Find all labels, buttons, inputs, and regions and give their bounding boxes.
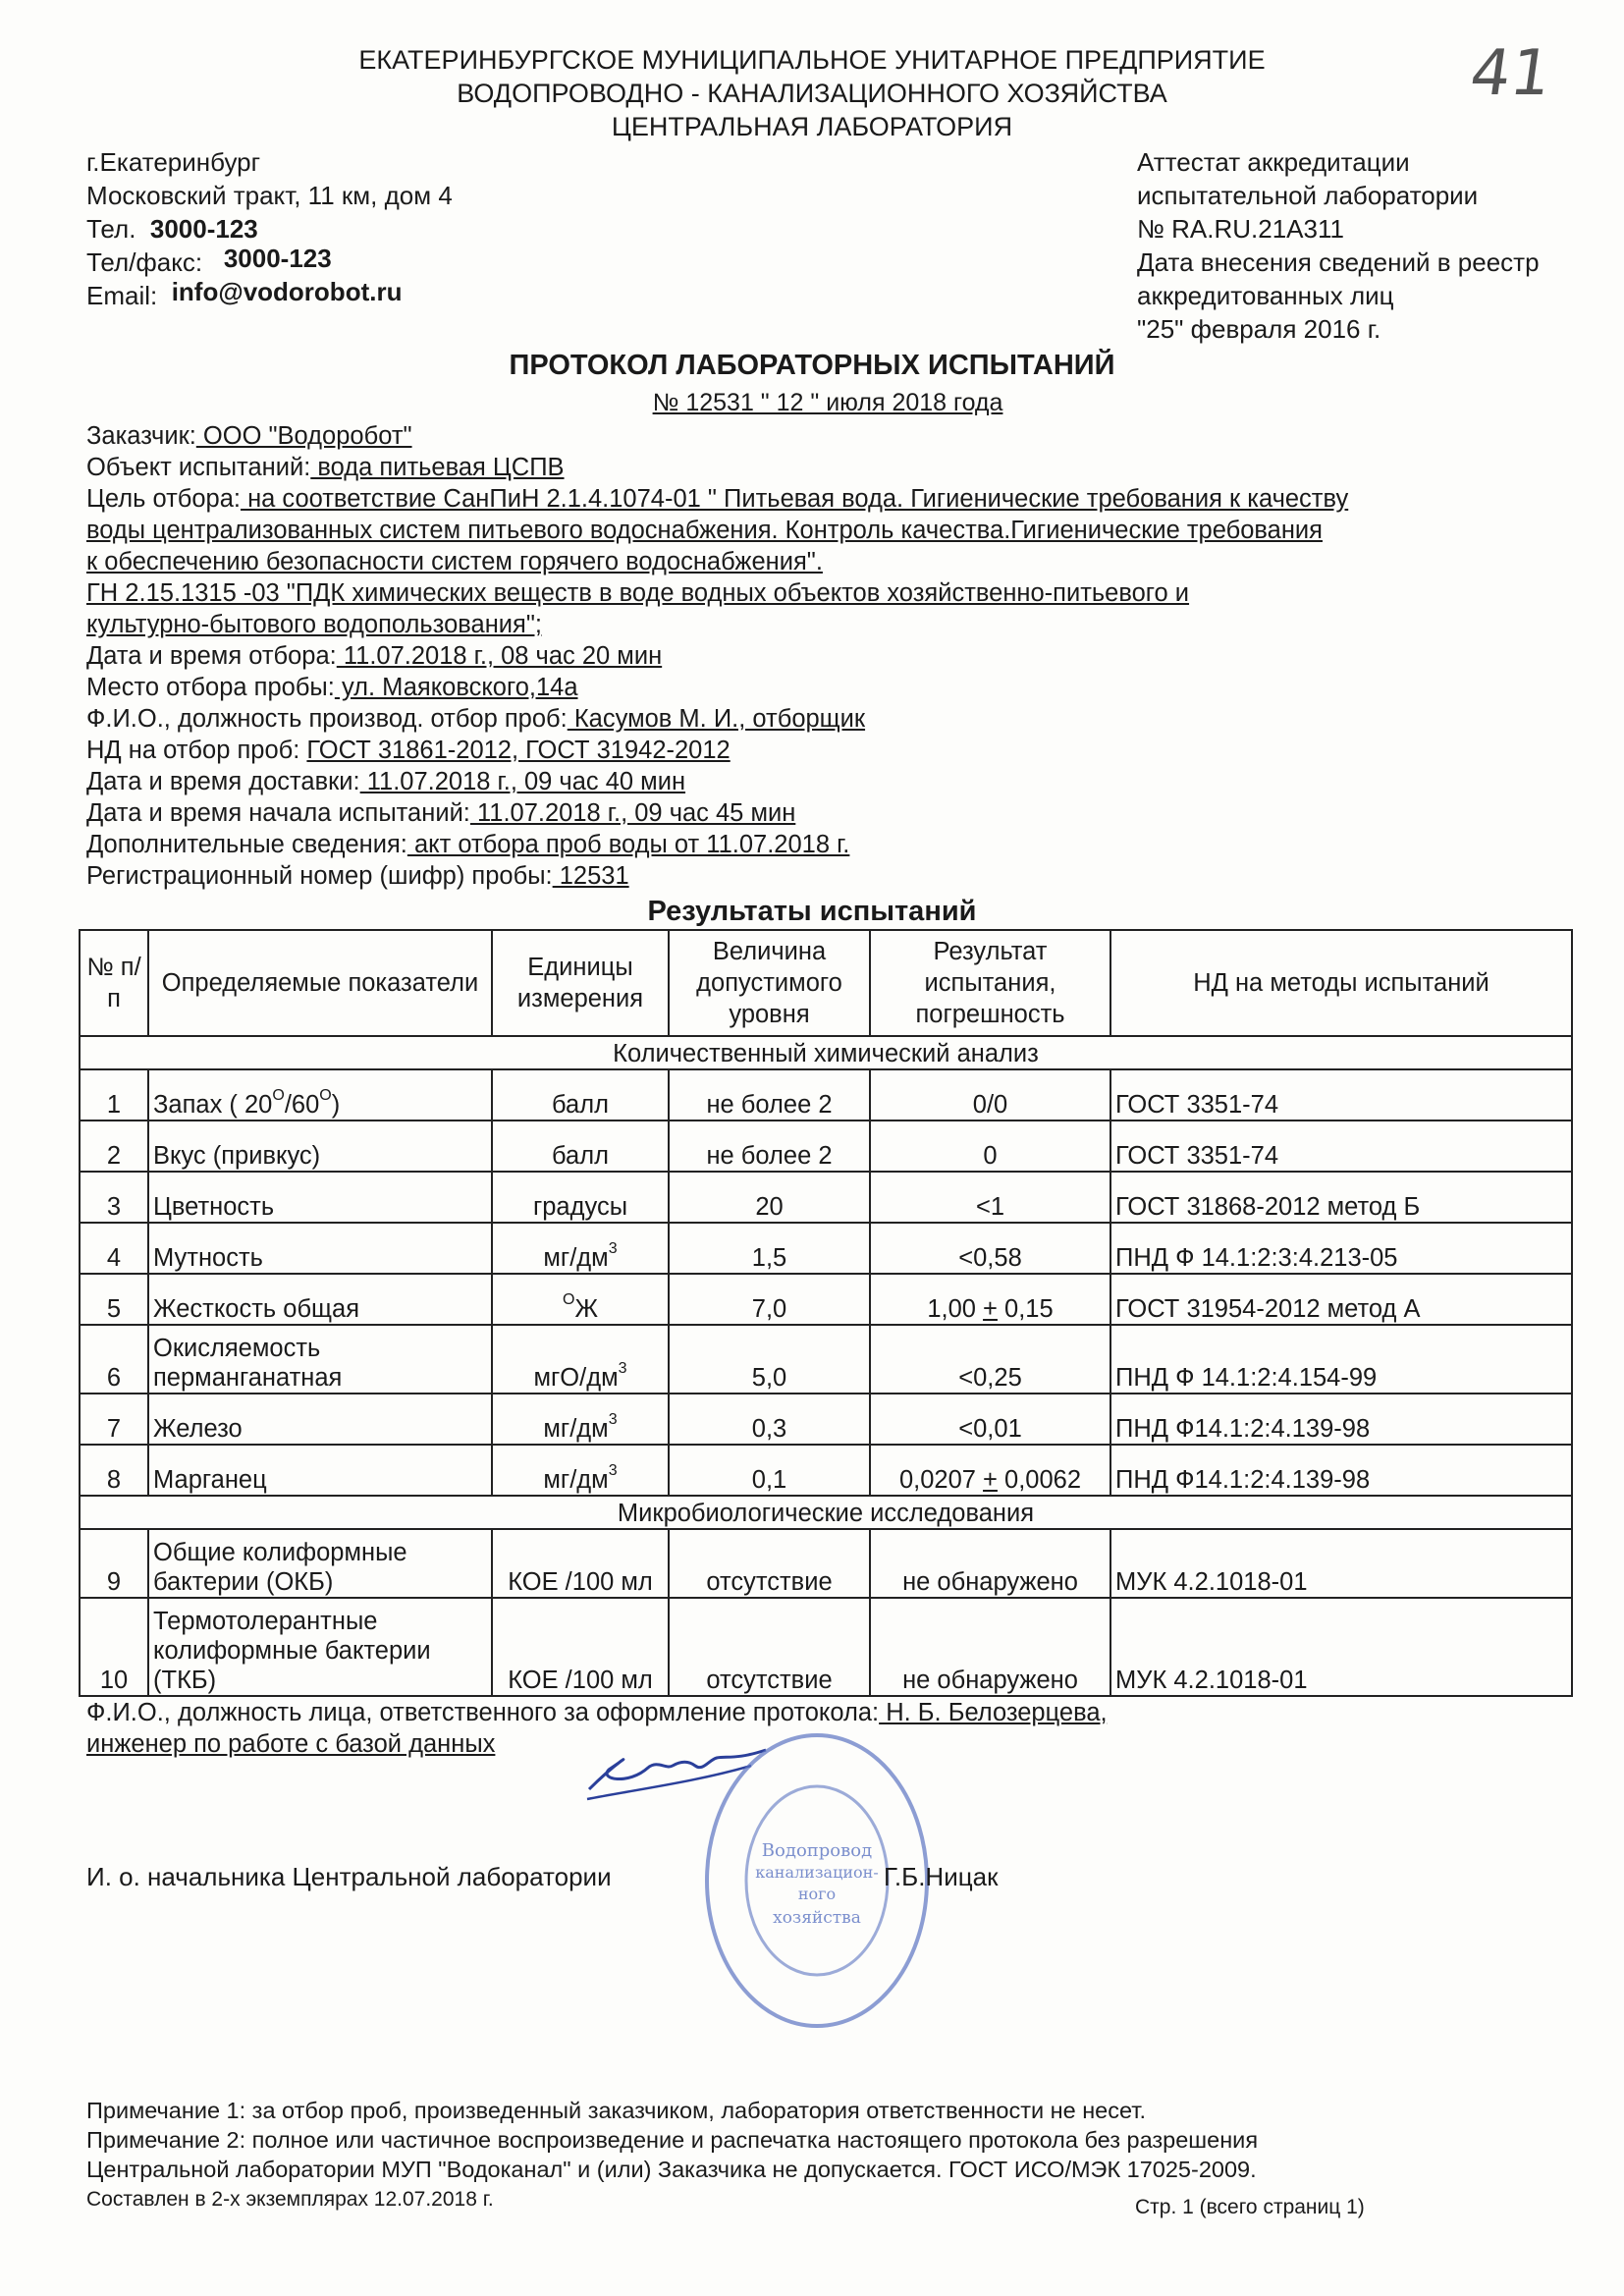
sampling-datetime-value: 11.07.2018 г., 08 час 20 мин [336,642,663,670]
purpose-label: Цель отбора: [86,485,241,513]
accreditation-line: Аттестат аккредитации [1137,147,1410,177]
row-result: <0,58 [870,1223,1110,1274]
row-num: 6 [80,1325,148,1394]
reg-number-value: 12531 [552,862,629,890]
purpose-text: воды централизованных систем питьевого водоснабжения. Контроль качества.Гигиенические требования [86,517,1323,544]
table-row [80,1274,1572,1325]
row-result: не обнаружено [870,1529,1110,1598]
degree-sup: О [563,1291,575,1308]
degree-sup: О [272,1087,285,1104]
accreditation-line: испытательной лаборатории [1137,181,1479,210]
row-limit: отсутствие [669,1529,870,1598]
row-unit [492,1445,669,1496]
row-num: 5 [80,1274,148,1325]
row-limit: 20 [669,1172,870,1223]
table-row [80,1223,1572,1274]
unit-text: мг/дм [543,1244,609,1272]
row-unit: балл [492,1069,669,1121]
accreditation-number: № RA.RU.21A311 [1137,214,1344,244]
table-row [80,1325,1572,1394]
param-text: Термотолерантные [153,1608,378,1635]
row-result: <0,25 [870,1325,1110,1394]
protocol-number-text: № 12531 " 12 " июля 2018 года [652,389,1003,416]
row-param [148,1598,492,1696]
row-method: ГОСТ 3351-74 [1110,1069,1572,1121]
test-start-label: Дата и время начала испытаний: [86,799,470,827]
handwritten-page-mark: 41 [1465,37,1556,110]
page-counter: Стр. 1 (всего страниц 1) [1135,2196,1365,2218]
address-city: г.Екатеринбург [86,147,261,177]
tel-label: Тел. [86,214,136,244]
param-text: /60 [284,1091,320,1119]
row-param [148,1529,492,1598]
row-num: 10 [80,1598,148,1696]
tel-value: 3000-123 [149,214,258,244]
row-param: Вкус (привкус) [148,1121,492,1172]
header-param: Определяемые показатели [148,930,492,1036]
degree-sup: О [319,1087,332,1104]
section-row [80,1496,1572,1529]
row-param: Жесткость общая [148,1274,492,1325]
note-2: Примечание 2: полное или частичное воспроизведение и распечатка настоящего протокола без разрешения [86,2127,1259,2153]
address-street: Московский тракт, 11 км, дом 4 [86,181,453,210]
sample-info [86,420,1579,892]
customer-row [86,420,1579,452]
unit-text: мгО/дм [533,1364,619,1392]
table-row [80,1121,1572,1172]
section-micro: Микробиологические исследования [80,1496,1572,1529]
param-text: бактерии (ОКБ) [153,1568,334,1596]
unit-text: Ж [574,1295,598,1323]
chief-label: И. о. начальника Центральной лаборатории [86,1862,612,1891]
address-email [86,279,453,312]
param-text: перманганатная [153,1364,343,1392]
table-row [80,1069,1572,1121]
header-result: Результат испытания, погрешность [870,930,1110,1036]
header-num: № п/п [80,930,148,1036]
stamp-text: ного [797,1885,837,1903]
address-fax [86,246,453,279]
test-start-value: 11.07.2018 г., 09 час 45 мин [469,799,796,827]
extra-info-label: Дополнительные сведения: [86,831,407,858]
unit-sup: 3 [608,1462,618,1479]
section-row [80,1036,1572,1069]
header-method: НД на методы испытаний [1110,930,1572,1036]
plus-minus-sign: + [983,1295,998,1323]
row-num: 9 [80,1529,148,1598]
note-1: Примечание 1: за отбор проб, произведенный заказчиком, лаборатория ответственности не несет. [86,2098,1146,2123]
row-method: МУК 4.2.1018-01 [1110,1598,1572,1696]
row-limit: не более 2 [669,1069,870,1121]
accreditation-block [1137,145,1540,346]
row-method: ГОСТ 31954-2012 метод А [1110,1274,1572,1325]
sampler-label: Ф.И.О., должность производ. отбор проб: [86,705,568,733]
accreditation-line: Дата внесения сведений в реестр [1137,247,1540,277]
table-row [80,1529,1572,1598]
row-result: <0,01 [870,1394,1110,1445]
unit-sup: 3 [608,1411,618,1428]
customer-value: ООО "Водоробот" [195,422,412,450]
org-line-3: ЦЕНТРАЛЬНАЯ ЛАБОРАТОРИЯ [611,112,1013,141]
row-param [148,1069,492,1121]
row-unit: балл [492,1121,669,1172]
purpose-text: на соответствие СанПиН 2.1.4.1074-01 " Питьевая вода. Гигиенические требования к качеству [240,485,1349,513]
plus-minus-sign: + [983,1466,998,1494]
accreditation-line: аккредитованных лиц [1137,281,1394,310]
unit-sup: 3 [618,1360,627,1377]
row-unit: КОЕ /100 мл [492,1529,669,1598]
address-block [86,145,453,312]
table-row [80,1445,1572,1496]
row-limit: 1,5 [669,1223,870,1274]
object-value: вода питьевая ЦСПВ [310,454,565,481]
copies-note: Составлен в 2-х экземплярах 12.07.2018 г. [86,2188,494,2211]
row-limit: отсутствие [669,1598,870,1696]
row-limit: 0,3 [669,1394,870,1445]
row-result [870,1274,1110,1325]
row-unit: градусы [492,1172,669,1223]
reg-number-row [86,860,1579,892]
param-text: (ТКБ) [153,1667,217,1694]
note-2-continued: Центральной лаборатории МУП "Водоканал" и (или) Заказчика не допускается. ГОСТ ИСО/МЭК 17025-2009. [86,2157,1257,2182]
unit-text: мг/дм [543,1466,609,1494]
responsible-name: Н. Б. Белозерцева, [879,1699,1108,1726]
sampling-datetime-label: Дата и время отбора: [86,642,337,670]
row-method: МУК 4.2.1018-01 [1110,1529,1572,1598]
unit-text: мг/дм [543,1415,609,1443]
object-label: Объект испытаний: [86,454,311,481]
responsible-label: Ф.И.О., должность лица, ответственного за оформление протокола: [86,1699,880,1726]
table-row [80,1598,1572,1696]
fax-label: Тел/факс: [86,247,203,277]
org-line-1: ЕКАТЕРИНБУРГСКОЕ МУНИЦИПАЛЬНОЕ УНИТАРНОЕ ПРЕДПРИЯТИЕ [358,45,1266,75]
row-unit [492,1223,669,1274]
fax-value: 3000-123 [223,244,332,273]
table-row [80,1172,1572,1223]
row-param: Марганец [148,1445,492,1496]
row-param: Цветность [148,1172,492,1223]
extra-info-row [86,829,1579,860]
row-method: ПНД Ф14.1:2:4.139-98 [1110,1445,1572,1496]
stamp-text: хозяйства [773,1908,861,1928]
reg-number-label: Регистрационный номер (шифр) пробы: [86,862,553,890]
param-text: Общие колиформные [153,1539,407,1566]
results-title: Результаты испытаний [647,896,977,927]
row-num: 8 [80,1445,148,1496]
row-method: ПНД Ф 14.1:2:3:4.213-05 [1110,1223,1572,1274]
unit-sup: 3 [608,1240,618,1257]
purpose-row [86,483,1579,515]
row-unit [492,1274,669,1325]
row-unit [492,1325,669,1394]
extra-info-value: акт отбора проб воды от 11.07.2018 г. [406,831,850,858]
customer-label: Заказчик: [86,422,196,450]
purpose-text: к обеспечению безопасности систем горячего водоснабжения". [86,548,823,575]
row-method: ПНД Ф14.1:2:4.139-98 [1110,1394,1572,1445]
address-tel [86,212,453,246]
protocol-title: ПРОТОКОЛ ЛАБОРАТОРНЫХ ИСПЫТАНИЙ [509,350,1115,381]
row-unit: КОЕ /100 мл [492,1598,669,1696]
accreditation-date: "25" февраля 2016 г. [1137,314,1381,344]
row-num: 4 [80,1223,148,1274]
delivery-value: 11.07.2018 г., 09 час 40 мин [359,768,686,795]
row-limit: 7,0 [669,1274,870,1325]
result-value: 0,0207 [898,1466,984,1494]
nd-label: НД на отбор проб: [86,737,307,764]
row-num: 7 [80,1394,148,1445]
sampler-value: Касумов М. И., отборщик [567,705,866,733]
delivery-row [86,766,1579,797]
purpose-text: ГН 2.15.1315 -03 "ПДК химических веществ в воде водных объектов хозяйственно-питьевого и [86,579,1190,607]
section-chem: Количественный химический анализ [80,1036,1572,1069]
row-limit: не более 2 [669,1121,870,1172]
protocol-number [0,389,1624,417]
email-value: info@vodorobot.ru [171,277,403,306]
param-text: Окисляемость [153,1335,321,1362]
row-param: Мутность [148,1223,492,1274]
notes-block [86,2096,1258,2184]
param-text: Запах ( 20 [153,1091,273,1119]
row-limit: 5,0 [669,1325,870,1394]
param-text: колиформные бактерии [153,1637,431,1665]
chief-name: Г.Б.Ницак [884,1862,999,1891]
org-line-2: ВОДОПРОВОДНО - КАНАЛИЗАЦИОННОГО ХОЗЯЙСТВА [457,79,1167,108]
row-method: ПНД Ф 14.1:2:4.154-99 [1110,1325,1572,1394]
row-result: <1 [870,1172,1110,1223]
sampling-datetime-row [86,640,1579,672]
result-error: 0,15 [997,1295,1054,1323]
responsible-position: инженер по работе с базой данных [86,1730,496,1758]
row-limit: 0,1 [669,1445,870,1496]
row-method: ГОСТ 31868-2012 метод Б [1110,1172,1572,1223]
sampler-row [86,703,1579,735]
row-param: Железо [148,1394,492,1445]
result-error: 0,0062 [997,1466,1082,1494]
row-result [870,1445,1110,1496]
sampling-place-row [86,672,1579,703]
stamp-text: Водопровод [761,1840,873,1861]
header-units: Единицы измерения [492,930,669,1036]
result-value: 1,00 [927,1295,984,1323]
delivery-label: Дата и время доставки: [86,768,360,795]
row-num: 2 [80,1121,148,1172]
stamp-text: канализацион- [755,1863,879,1882]
row-unit [492,1394,669,1445]
sampling-place-label: Место отбора пробы: [86,674,335,701]
table-header-row [80,930,1572,1036]
header-limit: Величина допустимого уровня [669,930,870,1036]
sampling-place-value: ул. Маяковского,14а [334,674,578,701]
object-row [86,452,1579,483]
row-method: ГОСТ 3351-74 [1110,1121,1572,1172]
test-start-row [86,797,1579,829]
nd-row [86,735,1579,766]
email-label: Email: [86,281,158,310]
row-num: 1 [80,1069,148,1121]
table-row [80,1394,1572,1445]
row-num: 3 [80,1172,148,1223]
row-param [148,1325,492,1394]
purpose-text: культурно-бытового водопользования"; [86,611,542,638]
nd-value: ГОСТ 31861-2012, ГОСТ 31942-2012 [306,737,731,764]
row-result: 0 [870,1121,1110,1172]
results-table [79,929,1573,1697]
param-text: ) [331,1091,341,1119]
row-result: не обнаружено [870,1598,1110,1696]
row-result: 0/0 [870,1069,1110,1121]
